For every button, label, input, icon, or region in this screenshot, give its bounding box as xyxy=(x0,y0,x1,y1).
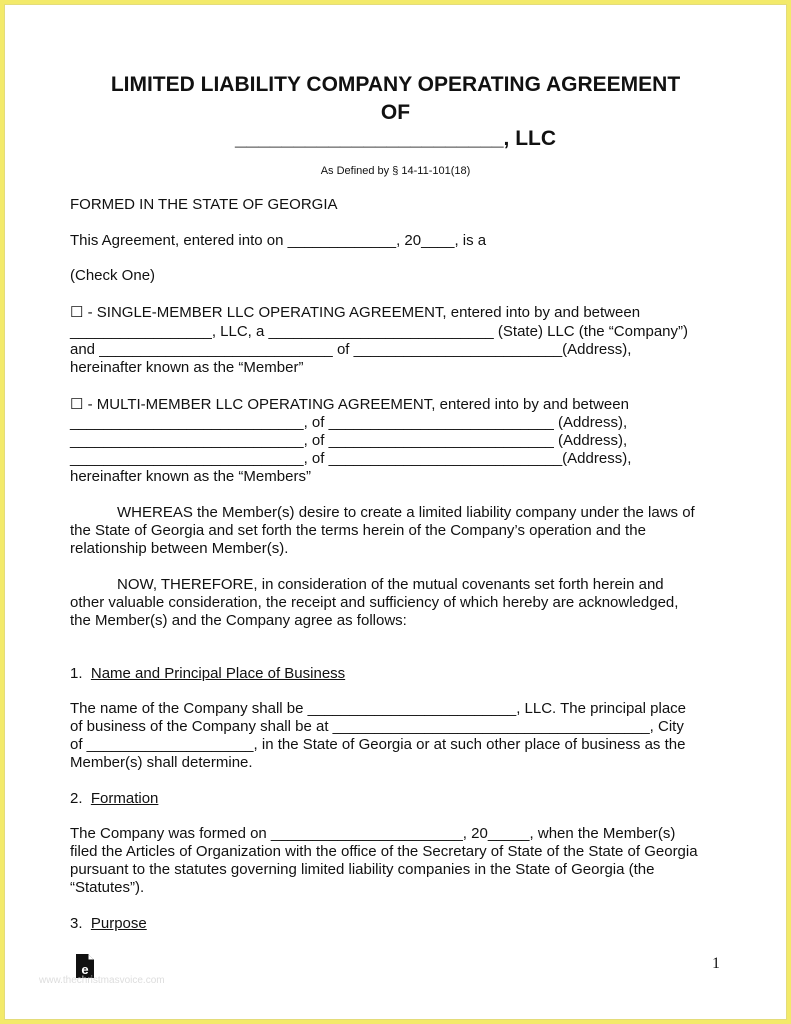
section-2-number: 2. xyxy=(70,790,83,807)
section-2-heading: Formation xyxy=(90,790,159,807)
multi-member-line5: hereinafter known as the “Members” xyxy=(70,468,311,485)
now-therefore-line1: NOW, THEREFORE, in consideration of the mutual covenants set forth herein and xyxy=(117,576,664,593)
section-2-line4: “Statutes”). xyxy=(70,879,145,896)
section-3-number: 3. xyxy=(70,915,83,932)
section-2-line3: pursuant to the statutes governing limited liability companies in the State of Georgia (the xyxy=(70,861,655,878)
multi-member-line4: ____________________________, of ____________________________(Address), xyxy=(70,450,632,467)
section-1-line2: of business of the Company shall be at ______________________________________, City xyxy=(70,718,684,735)
section-2-line1: The Company was formed on _______________________, 20_____, when the Member(s) xyxy=(70,825,676,842)
agreement-date-line: This Agreement, entered into on _____________, 20____, is a xyxy=(70,232,487,249)
document-page xyxy=(4,4,787,1020)
section-3-heading: Purpose xyxy=(90,915,147,932)
section-1-number: 1. xyxy=(70,665,83,682)
section-1-heading-row xyxy=(70,665,345,683)
doc-title-line2: OF xyxy=(380,101,411,124)
section-1-heading: Name and Principal Place of Business xyxy=(90,665,346,682)
whereas-line2: the State of Georgia and set forth the terms herein of the Company’s operation and the xyxy=(70,522,646,539)
now-therefore-line2: other valuable consideration, the receipt and sufficiency of which hereby are acknowledged, xyxy=(70,594,679,611)
single-member-line3: and ____________________________ of _________________________(Address), xyxy=(70,341,632,358)
section-2-heading-row xyxy=(70,790,158,808)
section-1-line3: of ____________________, in the State of Georgia or at such other place of business as the xyxy=(70,736,686,753)
check-one: (Check One) xyxy=(70,267,156,284)
defined-by: As Defined by § 14-11-101(18) xyxy=(320,165,471,177)
single-member-line2: _________________, LLC, a ___________________________ (State) LLC (the “Company”) xyxy=(70,323,688,340)
section-1-line4: Member(s) shall determine. xyxy=(70,754,253,771)
multi-member-line2: ____________________________, of ___________________________ (Address), xyxy=(70,414,628,431)
doc-title-line1: LIMITED LIABILITY COMPANY OPERATING AGREEMENT xyxy=(110,73,681,96)
section-1-line1: The name of the Company shall be _________________________, LLC. The principal place xyxy=(70,700,687,717)
section-3-heading-row xyxy=(70,915,147,933)
whereas-line1: WHEREAS the Member(s) desire to create a limited liability company under the laws of xyxy=(117,504,695,521)
doc-title-company: _______________________, LLC xyxy=(234,127,557,150)
svg-text:e: e xyxy=(81,962,89,977)
multi-member-line3: ____________________________, of ___________________________ (Address), xyxy=(70,432,628,449)
watermark: www.thechristmasvoice.com xyxy=(39,975,165,986)
page-number: 1 xyxy=(712,955,720,972)
section-2-line2: filed the Articles of Organization with the office of the Secretary of State of the State of Georgia xyxy=(70,843,698,860)
single-member-line1: ☐ - SINGLE-MEMBER LLC OPERATING AGREEMENT, entered into by and between xyxy=(70,304,641,321)
now-therefore-line3: the Member(s) and the Company agree as follows: xyxy=(70,612,407,629)
single-member-line4: hereinafter known as the “Member” xyxy=(70,359,304,376)
whereas-line3: relationship between Member(s). xyxy=(70,540,289,557)
multi-member-line1: ☐ - MULTI-MEMBER LLC OPERATING AGREEMENT, entered into by and between xyxy=(70,396,629,413)
formed-in-state: FORMED IN THE STATE OF GEORGIA xyxy=(70,196,338,213)
